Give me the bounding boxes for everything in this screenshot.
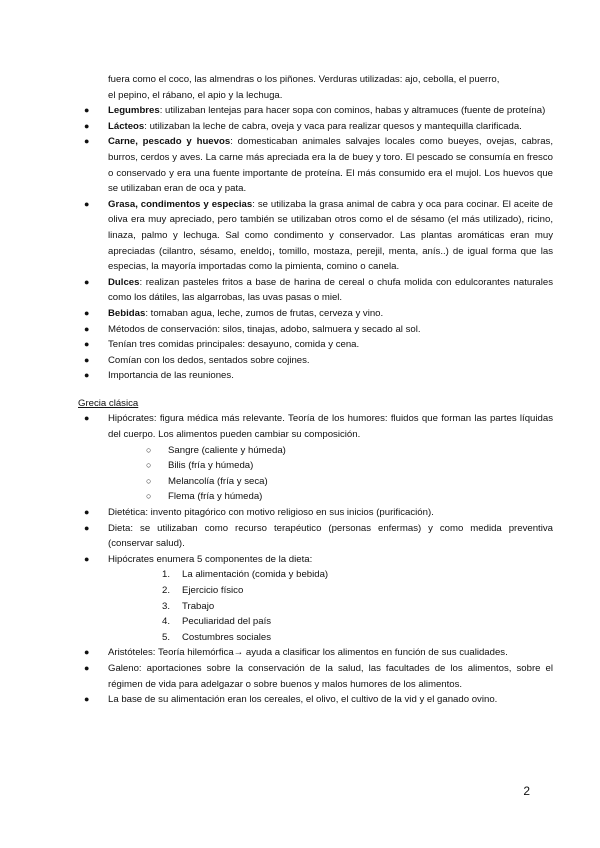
- item-text: : realizan pasteles fritos a base de harina de cereal o chufa molida con edulcorantes naturales como los dátiles, las algarrobas, las uvas pasas o miel.: [108, 276, 553, 304]
- greece-list-a: [0, 505, 600, 567]
- circle-bullet-icon: ○: [146, 475, 152, 486]
- item-number: 1.: [162, 569, 171, 581]
- diet-components-list: [0, 567, 600, 645]
- list-item: [78, 505, 553, 521]
- bullet-icon: ●: [84, 120, 90, 131]
- item-text: Importancia de las reuniones.: [108, 370, 234, 382]
- humor-text: Sangre (caliente y húmeda): [168, 444, 286, 456]
- bullet-icon: ●: [84, 522, 90, 533]
- item-number: 3.: [162, 600, 171, 612]
- bullet-icon: ●: [84, 105, 90, 116]
- circle-bullet-icon: ○: [146, 444, 152, 455]
- item-text: Hipócrates enumera 5 componentes de la dieta:: [108, 553, 313, 565]
- bullet-icon: ●: [84, 276, 90, 287]
- diet-component-item: [162, 614, 600, 630]
- list-item: [78, 521, 553, 552]
- bullet-icon: ●: [84, 198, 90, 209]
- bullet-icon: ●: [84, 647, 90, 658]
- item-term: Carne, pescado y huevos: [108, 136, 231, 148]
- list-item: [78, 103, 553, 119]
- item-term: Bebidas: [108, 307, 146, 319]
- section-heading-greece: Grecia clásica: [78, 397, 139, 409]
- bullet-icon: ●: [84, 694, 90, 705]
- item-term: Lácteos: [108, 120, 145, 132]
- item-text: Ejercicio físico: [182, 585, 244, 596]
- item-text: Comían con los dedos, sentados sobre cojines.: [108, 354, 310, 366]
- item-text: Galeno: aportaciones sobre la conservación de la salud, las facultades de los alimentos, sobre el régimen de vida para adelgazar o sobre buenos y malos humores de los alimentos.: [108, 662, 553, 690]
- list-item: [78, 134, 553, 196]
- list-item: [78, 552, 553, 568]
- item-text: : domesticaban animales salvajes locales como bueyes, ovejas, cabras, burros, cerdos y aves. La carne más apreciada era la de buey y toro. El pescado se consumía en fresco o conservado y era una fuente importante de proteína. El más consumido era el mujol. Los huevos que se utilizaban eran de oca y pata.: [108, 136, 554, 195]
- diet-component-item: [162, 583, 600, 599]
- list-item: [78, 645, 553, 661]
- humor-item: [146, 489, 600, 505]
- item-text: Tenían tres comidas principales: desayuno, comida y cena.: [108, 339, 360, 351]
- item-text: Costumbres sociales: [182, 631, 272, 643]
- item-text: : se utilizaba la grasa animal de cabra y oca para cocinar. El aceite de oliva era muy apreciado, pero también se utilizaban otros como el de sésamo (el más utilizado), ricino, linaza, palmo y lechuga. Sal como condimento y conservador. Las plantas aromáticas eran muy apreciadas (cilantro, sésamo, eneldo¡, tomillo, mostaza, perejil, menta, anís..) de igual forma que las especias, la mayoría importadas como la pimienta, comino o canela.: [108, 198, 553, 273]
- list-item: [78, 306, 553, 322]
- list-item: [78, 322, 553, 338]
- item-term: Dulces: [108, 276, 140, 288]
- item-text: Métodos de conservación: silos, tinajas, adobo, salmuera y secado al sol.: [108, 323, 421, 335]
- item-text: La base de su alimentación eran los cereales, el olivo, el cultivo de la vid y el ganado ovino.: [108, 694, 498, 706]
- intro-paragraph: fuera como el coco, las almendras o los piñones. Verduras utilizadas: ajo, cebolla, el puerro, el pepino, el rábano, el apio y la lechuga.: [108, 74, 500, 101]
- list-item: [78, 692, 553, 708]
- item-text: Dietética: invento pitagórico con motivo religioso en sus inicios (purificación).: [108, 507, 434, 519]
- item-text: : utilizaban lentejas para hacer sopa con cominos, habas y altramuces (fuente de proteína): [159, 105, 546, 117]
- item-number: 2.: [162, 585, 171, 596]
- list-item: [78, 275, 553, 306]
- bullet-icon: ●: [84, 339, 90, 350]
- bullet-icon: ●: [84, 136, 90, 147]
- diet-component-item: [162, 567, 600, 583]
- bullet-icon: ●: [84, 413, 90, 424]
- list-item: [78, 337, 553, 353]
- list-item: [78, 197, 553, 275]
- diet-component-item: [162, 599, 600, 615]
- circle-bullet-icon: ○: [146, 460, 152, 471]
- item-text: Peculiaridad del país: [182, 616, 272, 628]
- humor-text: Melancolía (fría y seca): [168, 475, 268, 487]
- bullet-icon: ●: [84, 307, 90, 318]
- list-item-hipocrates: ● Hipócrates: figura médica más relevante. Teoría de los humores: fluidos que forman las partes líquidas del cuerpo. Los alimentos pueden cambiar su composición.: [84, 413, 553, 441]
- humor-item: [146, 443, 600, 459]
- bullet-icon: ●: [84, 370, 90, 381]
- item-term: Legumbres: [108, 105, 160, 117]
- item-text: : utilizaban la leche de cabra, oveja y vaca para realizar quesos y mantequilla clarificada.: [144, 120, 522, 132]
- humor-text: Flema (fría y húmeda): [168, 491, 263, 503]
- bullet-icon: ●: [84, 507, 90, 518]
- humor-item: [146, 474, 600, 490]
- bullet-icon: ●: [84, 323, 90, 334]
- circle-bullet-icon: ○: [146, 491, 152, 502]
- greece-list-b: [0, 645, 600, 707]
- bullet-icon: ●: [84, 553, 90, 564]
- item-number: 5.: [162, 631, 171, 643]
- item-term: Grasa, condimentos y especias: [108, 198, 253, 210]
- egypt-food-list: [0, 103, 600, 384]
- list-item: [78, 353, 553, 369]
- list-item: [78, 368, 553, 384]
- page-number: 2: [523, 784, 530, 798]
- item-text: Aristóteles: Teoría hilemórfica→ ayuda a clasificar los alimentos en función de sus cualidades.: [108, 647, 508, 659]
- bullet-icon: ●: [84, 662, 90, 673]
- list-item: [78, 119, 553, 135]
- item-number: 4.: [162, 616, 171, 628]
- item-text: : tomaban agua, leche, zumos de frutas, cerveza y vino.: [145, 307, 384, 319]
- diet-component-item: [162, 630, 600, 646]
- list-item: [78, 661, 553, 692]
- humors-list: [0, 443, 600, 505]
- humor-item: [146, 458, 600, 474]
- humor-text: Bilis (fría y húmeda): [168, 460, 254, 472]
- item-text: Dieta: se utilizaban como recurso terapéutico (personas enfermas) y como medida preventiva (conservar salud).: [108, 522, 553, 550]
- item-text: La alimentación (comida y bebida): [182, 569, 329, 581]
- bullet-icon: ●: [84, 354, 90, 365]
- item-text: Trabajo: [182, 600, 215, 612]
